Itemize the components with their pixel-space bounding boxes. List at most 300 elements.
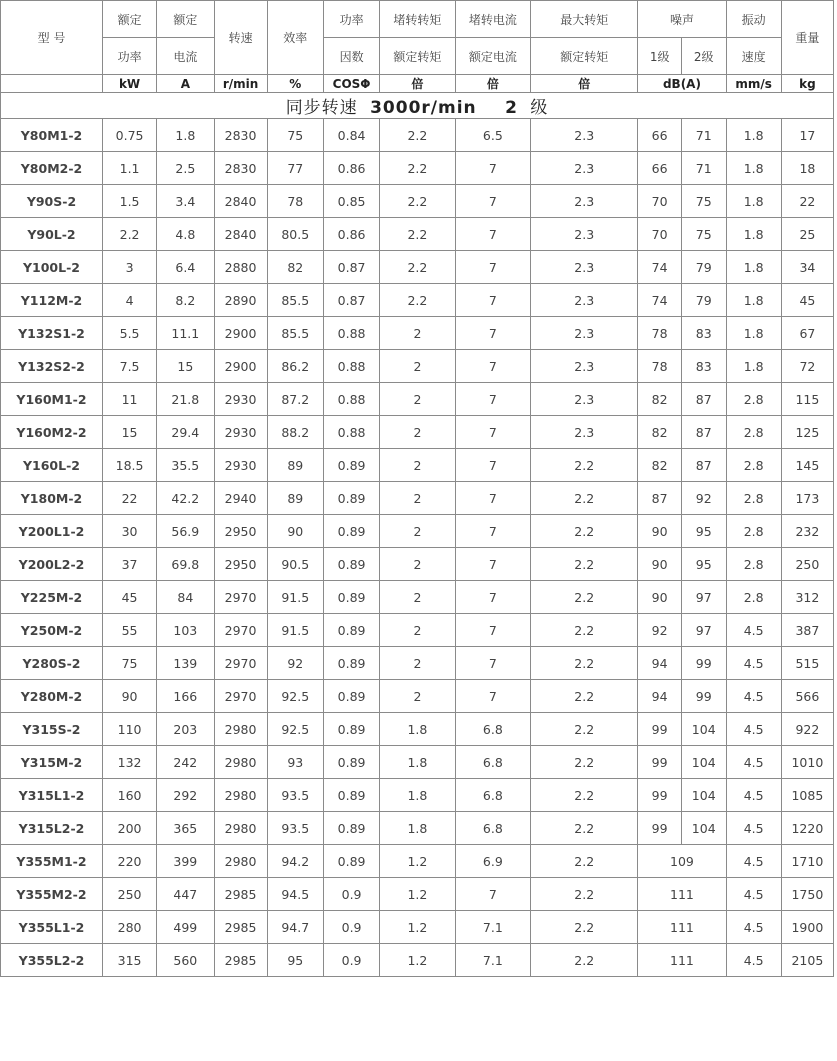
- cell-locked-current: 7: [455, 284, 530, 317]
- cell-current: 499: [157, 911, 214, 944]
- cell-power: 55: [102, 614, 156, 647]
- cell-weight: 22: [781, 185, 833, 218]
- cell-weight: 566: [781, 680, 833, 713]
- cell-max-torque: 2.2: [531, 779, 638, 812]
- cell-noise-grade2: 95: [681, 515, 726, 548]
- cell-locked-torque: 2.2: [380, 251, 455, 284]
- cell-vibration: 2.8: [726, 416, 781, 449]
- cell-model: Y250M-2: [1, 614, 103, 647]
- section-title: [1, 93, 834, 119]
- cell-model: Y280S-2: [1, 647, 103, 680]
- table-row: [1, 284, 834, 317]
- table-row: [1, 218, 834, 251]
- units-row: [1, 75, 834, 93]
- cell-noise-grade2: 95: [681, 548, 726, 581]
- cell-noise-grade2: 71: [681, 119, 726, 152]
- header-max-torque-2: 额定转矩: [531, 38, 638, 75]
- cell-locked-torque: 1.8: [380, 779, 455, 812]
- cell-current: 35.5: [157, 449, 214, 482]
- cell-efficiency: 91.5: [267, 581, 323, 614]
- cell-speed: 2980: [214, 746, 267, 779]
- cell-model: Y100L-2: [1, 251, 103, 284]
- header-rated-power-2: 功率: [102, 38, 156, 75]
- cell-locked-torque: 2: [380, 449, 455, 482]
- header-noise-grade2: 2级: [681, 38, 726, 75]
- cell-noise-grade2: 87: [681, 383, 726, 416]
- cell-power-factor: 0.89: [323, 845, 379, 878]
- section-poles-label: 级: [530, 98, 549, 118]
- cell-model: Y200L2-2: [1, 548, 103, 581]
- header-speed: 转速: [214, 1, 267, 75]
- cell-vibration: 1.8: [726, 251, 781, 284]
- cell-model: Y355L1-2: [1, 911, 103, 944]
- cell-weight: 1750: [781, 878, 833, 911]
- header-weight: 重量: [781, 1, 833, 75]
- cell-power-factor: 0.88: [323, 350, 379, 383]
- cell-power: 37: [102, 548, 156, 581]
- cell-max-torque: 2.3: [531, 416, 638, 449]
- cell-current: 29.4: [157, 416, 214, 449]
- cell-power-factor: 0.89: [323, 548, 379, 581]
- cell-weight: 232: [781, 515, 833, 548]
- cell-locked-torque: 2.2: [380, 119, 455, 152]
- unit-noise: dB(A): [638, 75, 726, 93]
- cell-noise-grade1: 90: [638, 548, 682, 581]
- header-power-factor: 功率: [323, 1, 379, 38]
- cell-power-factor: 0.88: [323, 317, 379, 350]
- unit-model: [1, 75, 103, 93]
- table-row: [1, 779, 834, 812]
- cell-max-torque: 2.2: [531, 746, 638, 779]
- cell-current: 139: [157, 647, 214, 680]
- unit-locked-current: 倍: [455, 75, 530, 93]
- cell-locked-torque: 1.8: [380, 812, 455, 845]
- cell-max-torque: 2.2: [531, 614, 638, 647]
- header-rated-power: 额定: [102, 1, 156, 38]
- cell-locked-current: 7: [455, 548, 530, 581]
- cell-power-factor: 0.89: [323, 746, 379, 779]
- cell-max-torque: 2.2: [531, 944, 638, 977]
- cell-locked-current: 6.9: [455, 845, 530, 878]
- table-row: [1, 119, 834, 152]
- cell-efficiency: 78: [267, 185, 323, 218]
- cell-speed: 2930: [214, 416, 267, 449]
- cell-current: 1.8: [157, 119, 214, 152]
- cell-efficiency: 89: [267, 482, 323, 515]
- cell-efficiency: 89: [267, 449, 323, 482]
- cell-power: 1.1: [102, 152, 156, 185]
- cell-vibration: 1.8: [726, 218, 781, 251]
- unit-power: kW: [102, 75, 156, 93]
- cell-noise-grade2: 104: [681, 713, 726, 746]
- header-max-torque: 最大转矩: [531, 1, 638, 38]
- cell-current: 8.2: [157, 284, 214, 317]
- cell-model: Y132S2-2: [1, 350, 103, 383]
- cell-noise-grade1: 92: [638, 614, 682, 647]
- cell-weight: 250: [781, 548, 833, 581]
- cell-efficiency: 94.2: [267, 845, 323, 878]
- cell-efficiency: 80.5: [267, 218, 323, 251]
- cell-speed: 2930: [214, 383, 267, 416]
- unit-max-torque: 倍: [531, 75, 638, 93]
- cell-power: 110: [102, 713, 156, 746]
- cell-locked-torque: 2.2: [380, 218, 455, 251]
- cell-locked-current: 7: [455, 350, 530, 383]
- cell-locked-current: 7: [455, 152, 530, 185]
- cell-power-factor: 0.89: [323, 713, 379, 746]
- cell-noise-grade1: 74: [638, 284, 682, 317]
- cell-noise-grade1: 82: [638, 449, 682, 482]
- cell-current: 399: [157, 845, 214, 878]
- table-row: [1, 878, 834, 911]
- cell-power: 18.5: [102, 449, 156, 482]
- cell-noise-grade2: 83: [681, 350, 726, 383]
- cell-noise-grade1: 82: [638, 383, 682, 416]
- cell-model: Y160M1-2: [1, 383, 103, 416]
- table-row: [1, 449, 834, 482]
- cell-power: 45: [102, 581, 156, 614]
- cell-model: Y315M-2: [1, 746, 103, 779]
- cell-power-factor: 0.89: [323, 449, 379, 482]
- cell-locked-current: 7: [455, 647, 530, 680]
- cell-power: 220: [102, 845, 156, 878]
- cell-vibration: 4.5: [726, 614, 781, 647]
- cell-max-torque: 2.3: [531, 152, 638, 185]
- cell-current: 6.4: [157, 251, 214, 284]
- cell-efficiency: 75: [267, 119, 323, 152]
- cell-weight: 115: [781, 383, 833, 416]
- cell-vibration: 1.8: [726, 152, 781, 185]
- cell-power-factor: 0.89: [323, 680, 379, 713]
- header-row-1: [1, 1, 834, 38]
- cell-locked-torque: 2: [380, 482, 455, 515]
- cell-current: 69.8: [157, 548, 214, 581]
- cell-max-torque: 2.2: [531, 911, 638, 944]
- cell-vibration: 2.8: [726, 548, 781, 581]
- cell-model: Y355L2-2: [1, 944, 103, 977]
- cell-current: 203: [157, 713, 214, 746]
- table-row: [1, 152, 834, 185]
- table-row: [1, 614, 834, 647]
- cell-noise-grade2: 79: [681, 251, 726, 284]
- cell-locked-current: 7: [455, 218, 530, 251]
- cell-efficiency: 91.5: [267, 614, 323, 647]
- cell-model: Y355M1-2: [1, 845, 103, 878]
- cell-efficiency: 95: [267, 944, 323, 977]
- cell-model: Y200L1-2: [1, 515, 103, 548]
- cell-model: Y90L-2: [1, 218, 103, 251]
- cell-current: 166: [157, 680, 214, 713]
- cell-noise-grade2: 75: [681, 218, 726, 251]
- cell-vibration: 4.5: [726, 713, 781, 746]
- cell-noise-grade2: 75: [681, 185, 726, 218]
- cell-power-factor: 0.9: [323, 878, 379, 911]
- cell-locked-torque: 2: [380, 416, 455, 449]
- cell-power: 15: [102, 416, 156, 449]
- cell-locked-current: 6.8: [455, 746, 530, 779]
- table-row: [1, 845, 834, 878]
- cell-locked-current: 6.5: [455, 119, 530, 152]
- cell-locked-current: 7: [455, 482, 530, 515]
- cell-vibration: 4.5: [726, 680, 781, 713]
- cell-locked-current: 7: [455, 680, 530, 713]
- cell-noise-grade2: 87: [681, 416, 726, 449]
- cell-noise-grade2: 87: [681, 449, 726, 482]
- cell-noise-grade1: 94: [638, 680, 682, 713]
- cell-noise-grade1: 74: [638, 251, 682, 284]
- cell-power: 7.5: [102, 350, 156, 383]
- cell-noise-grade1: 70: [638, 185, 682, 218]
- cell-weight: 515: [781, 647, 833, 680]
- table-row: [1, 482, 834, 515]
- header-noise: 噪声: [638, 1, 726, 38]
- cell-noise-grade2: 99: [681, 680, 726, 713]
- cell-noise-grade1: 70: [638, 218, 682, 251]
- section-poles: 2: [505, 98, 518, 118]
- cell-power: 90: [102, 680, 156, 713]
- cell-noise-grade2: 97: [681, 614, 726, 647]
- cell-model: Y315L2-2: [1, 812, 103, 845]
- cell-current: 15: [157, 350, 214, 383]
- cell-noise-grade2: 104: [681, 812, 726, 845]
- cell-weight: 1085: [781, 779, 833, 812]
- cell-noise: 109: [638, 845, 726, 878]
- cell-weight: 1900: [781, 911, 833, 944]
- cell-locked-torque: 1.2: [380, 911, 455, 944]
- cell-model: Y90S-2: [1, 185, 103, 218]
- cell-noise-grade1: 82: [638, 416, 682, 449]
- cell-noise: 111: [638, 878, 726, 911]
- cell-locked-torque: 1.2: [380, 878, 455, 911]
- cell-locked-torque: 1.8: [380, 713, 455, 746]
- cell-power: 1.5: [102, 185, 156, 218]
- cell-power-factor: 0.88: [323, 383, 379, 416]
- cell-speed: 2840: [214, 185, 267, 218]
- table-row: [1, 251, 834, 284]
- cell-vibration: 4.5: [726, 944, 781, 977]
- section-label: 同步转速: [285, 98, 358, 118]
- cell-speed: 2900: [214, 317, 267, 350]
- cell-power: 3: [102, 251, 156, 284]
- cell-efficiency: 90.5: [267, 548, 323, 581]
- unit-speed: r/min: [214, 75, 267, 93]
- cell-speed: 2970: [214, 647, 267, 680]
- cell-efficiency: 93: [267, 746, 323, 779]
- cell-locked-torque: 2: [380, 350, 455, 383]
- cell-locked-torque: 1.2: [380, 845, 455, 878]
- table-row: [1, 548, 834, 581]
- cell-noise-grade2: 79: [681, 284, 726, 317]
- cell-speed: 2970: [214, 614, 267, 647]
- table-row: [1, 350, 834, 383]
- cell-noise-grade1: 87: [638, 482, 682, 515]
- cell-current: 447: [157, 878, 214, 911]
- cell-vibration: 4.5: [726, 812, 781, 845]
- table-row: [1, 944, 834, 977]
- cell-vibration: 4.5: [726, 647, 781, 680]
- cell-noise-grade1: 90: [638, 515, 682, 548]
- cell-efficiency: 85.5: [267, 284, 323, 317]
- cell-noise-grade1: 78: [638, 317, 682, 350]
- cell-weight: 25: [781, 218, 833, 251]
- header-row-2: [1, 38, 834, 75]
- cell-efficiency: 85.5: [267, 317, 323, 350]
- cell-max-torque: 2.3: [531, 383, 638, 416]
- cell-current: 4.8: [157, 218, 214, 251]
- cell-max-torque: 2.3: [531, 284, 638, 317]
- cell-speed: 2880: [214, 251, 267, 284]
- cell-vibration: 4.5: [726, 845, 781, 878]
- cell-noise-grade2: 92: [681, 482, 726, 515]
- cell-speed: 2890: [214, 284, 267, 317]
- cell-vibration: 1.8: [726, 119, 781, 152]
- cell-current: 103: [157, 614, 214, 647]
- cell-power: 4: [102, 284, 156, 317]
- cell-weight: 17: [781, 119, 833, 152]
- cell-noise-grade1: 78: [638, 350, 682, 383]
- cell-power: 11: [102, 383, 156, 416]
- cell-current: 292: [157, 779, 214, 812]
- cell-locked-current: 7: [455, 515, 530, 548]
- cell-model: Y80M1-2: [1, 119, 103, 152]
- header-vibration: 振动: [726, 1, 781, 38]
- cell-locked-current: 6.8: [455, 779, 530, 812]
- cell-locked-current: 6.8: [455, 713, 530, 746]
- cell-vibration: 1.8: [726, 317, 781, 350]
- cell-locked-current: 7: [455, 614, 530, 647]
- header-vibration-2: 速度: [726, 38, 781, 75]
- cell-weight: 34: [781, 251, 833, 284]
- cell-noise-grade1: 90: [638, 581, 682, 614]
- cell-max-torque: 2.2: [531, 845, 638, 878]
- cell-power-factor: 0.84: [323, 119, 379, 152]
- header-rated-current-2: 电流: [157, 38, 214, 75]
- cell-speed: 2930: [214, 449, 267, 482]
- cell-noise-grade1: 99: [638, 713, 682, 746]
- table-row: [1, 911, 834, 944]
- cell-max-torque: 2.2: [531, 812, 638, 845]
- cell-max-torque: 2.3: [531, 185, 638, 218]
- cell-power-factor: 0.86: [323, 152, 379, 185]
- cell-speed: 2980: [214, 713, 267, 746]
- cell-efficiency: 92: [267, 647, 323, 680]
- cell-current: 560: [157, 944, 214, 977]
- cell-weight: 173: [781, 482, 833, 515]
- cell-noise-grade1: 99: [638, 812, 682, 845]
- cell-efficiency: 94.7: [267, 911, 323, 944]
- cell-noise-grade2: 97: [681, 581, 726, 614]
- cell-weight: 1220: [781, 812, 833, 845]
- cell-efficiency: 92.5: [267, 680, 323, 713]
- cell-efficiency: 82: [267, 251, 323, 284]
- cell-speed: 2985: [214, 911, 267, 944]
- cell-power-factor: 0.89: [323, 647, 379, 680]
- table-row: [1, 515, 834, 548]
- table-row: [1, 746, 834, 779]
- cell-locked-torque: 2: [380, 383, 455, 416]
- cell-max-torque: 2.3: [531, 317, 638, 350]
- cell-model: Y280M-2: [1, 680, 103, 713]
- cell-max-torque: 2.3: [531, 350, 638, 383]
- unit-current: A: [157, 75, 214, 93]
- cell-vibration: 2.8: [726, 581, 781, 614]
- header-locked-torque-2: 额定转矩: [380, 38, 455, 75]
- cell-weight: 67: [781, 317, 833, 350]
- table-row: [1, 680, 834, 713]
- cell-weight: 1010: [781, 746, 833, 779]
- header-efficiency: 效率: [267, 1, 323, 75]
- cell-speed: 2830: [214, 152, 267, 185]
- cell-current: 21.8: [157, 383, 214, 416]
- cell-current: 42.2: [157, 482, 214, 515]
- cell-locked-torque: 1.8: [380, 746, 455, 779]
- cell-noise-grade1: 66: [638, 152, 682, 185]
- cell-efficiency: 87.2: [267, 383, 323, 416]
- cell-efficiency: 92.5: [267, 713, 323, 746]
- cell-speed: 2950: [214, 548, 267, 581]
- cell-speed: 2985: [214, 878, 267, 911]
- cell-locked-torque: 2: [380, 614, 455, 647]
- cell-power: 315: [102, 944, 156, 977]
- cell-vibration: 4.5: [726, 911, 781, 944]
- header-power-factor-2: 因数: [323, 38, 379, 75]
- table-row: [1, 185, 834, 218]
- cell-noise-grade1: 99: [638, 746, 682, 779]
- cell-locked-current: 7.1: [455, 944, 530, 977]
- cell-model: Y355M2-2: [1, 878, 103, 911]
- cell-weight: 922: [781, 713, 833, 746]
- cell-max-torque: 2.3: [531, 119, 638, 152]
- cell-speed: 2980: [214, 812, 267, 845]
- cell-max-torque: 2.3: [531, 218, 638, 251]
- cell-max-torque: 2.2: [531, 680, 638, 713]
- header-noise-grade1: 1级: [638, 38, 682, 75]
- section-row: [1, 93, 834, 119]
- cell-model: Y225M-2: [1, 581, 103, 614]
- cell-locked-torque: 2.2: [380, 185, 455, 218]
- cell-current: 56.9: [157, 515, 214, 548]
- table-row: [1, 317, 834, 350]
- cell-power-factor: 0.87: [323, 284, 379, 317]
- cell-speed: 2970: [214, 680, 267, 713]
- cell-current: 11.1: [157, 317, 214, 350]
- cell-power-factor: 0.87: [323, 251, 379, 284]
- cell-max-torque: 2.3: [531, 251, 638, 284]
- table-row: [1, 647, 834, 680]
- cell-max-torque: 2.2: [531, 449, 638, 482]
- cell-current: 3.4: [157, 185, 214, 218]
- cell-speed: 2980: [214, 779, 267, 812]
- cell-model: Y160M2-2: [1, 416, 103, 449]
- cell-vibration: 2.8: [726, 449, 781, 482]
- cell-power: 160: [102, 779, 156, 812]
- cell-power-factor: 0.89: [323, 614, 379, 647]
- cell-power-factor: 0.89: [323, 515, 379, 548]
- cell-power-factor: 0.9: [323, 911, 379, 944]
- cell-locked-torque: 2: [380, 581, 455, 614]
- cell-vibration: 1.8: [726, 185, 781, 218]
- cell-efficiency: 86.2: [267, 350, 323, 383]
- unit-efficiency: %: [267, 75, 323, 93]
- cell-max-torque: 2.2: [531, 878, 638, 911]
- cell-power-factor: 0.88: [323, 416, 379, 449]
- cell-efficiency: 77: [267, 152, 323, 185]
- cell-noise-grade2: 71: [681, 152, 726, 185]
- cell-locked-current: 6.8: [455, 812, 530, 845]
- cell-power: 30: [102, 515, 156, 548]
- cell-locked-torque: 2: [380, 515, 455, 548]
- cell-weight: 1710: [781, 845, 833, 878]
